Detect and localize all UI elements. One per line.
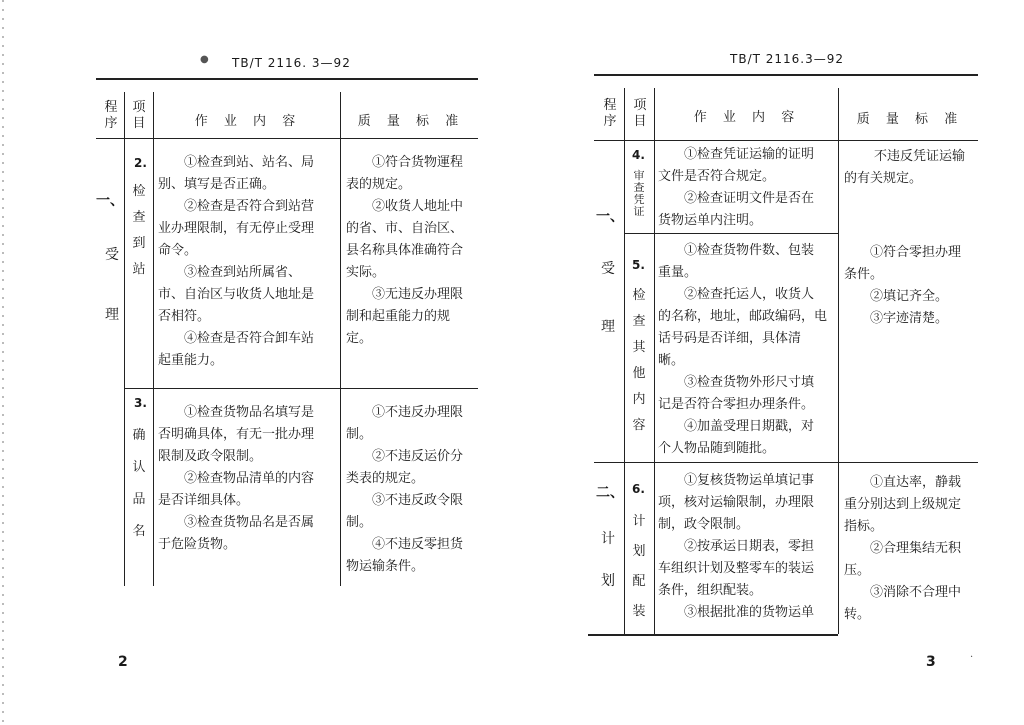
col-divider bbox=[838, 88, 839, 634]
col-header-standard: 质 量 标 准 bbox=[357, 114, 465, 129]
col-header-standard: 质 量 标 准 bbox=[856, 112, 964, 127]
section-divider bbox=[594, 462, 978, 463]
row-divider bbox=[124, 388, 478, 389]
col-divider bbox=[153, 92, 154, 586]
section-char: 计 bbox=[601, 531, 615, 547]
section-number: 一、 bbox=[96, 193, 124, 209]
row-standard: ①符合零担办理 条件。 ②填记齐全。 ③字迹清楚。 bbox=[844, 245, 962, 326]
right-page-header: TB/T 2116.3—92 bbox=[730, 52, 845, 66]
left-page-header: TB/T 2116. 3—92 bbox=[232, 56, 351, 70]
header-rule bbox=[594, 140, 978, 141]
row-standard: 不违反凭证运输 的有关规定。 bbox=[844, 149, 966, 186]
section-char: 划 bbox=[601, 573, 615, 589]
row-number: 6. bbox=[632, 482, 645, 496]
speck-mark: ● bbox=[200, 54, 209, 65]
row-title: 审 查 凭 证 bbox=[633, 169, 645, 218]
col-divider bbox=[340, 92, 341, 586]
row-standard: ①不违反办理限 制。 ②不违反运价分 类表的规定。 ③不违反政令限 制。 ④不违反零担货 物运输条件。 bbox=[346, 405, 464, 574]
section-char: 理 bbox=[601, 319, 615, 335]
row-content: ①检查货物件数、包装 重量。 ②检查托运人，收货人 的名称，地址，邮政编码，电 话号码是否详细，具体清 晰。 ③检查货物外形尺寸填 记是否符合零担办理条件。 ④加盖受理日期戳，对 个人物品随到随批。 bbox=[658, 243, 828, 456]
section-number: 二、 bbox=[596, 485, 624, 501]
row-number: 2. bbox=[134, 156, 147, 170]
row-content: ①检查到站、站名、局 别、填写是否正确。 ②检查是否符合到站营 业办理限制，有无停止受理 命令。 ③检查到站所属省、 市、自治区与收货人地址是 否相符。 ④检查是否符合卸车站 起重能力。 bbox=[158, 155, 315, 368]
col-divider bbox=[654, 88, 655, 634]
row-divider bbox=[624, 233, 838, 234]
col-header-item: 项 目 bbox=[132, 100, 146, 131]
row-content: ①检查凭证运输的证明 文件是否符合规定。 ②检查证明文件是否在 货物运单内注明。 bbox=[658, 147, 815, 228]
row-content: ①检查货物品名填写是 否明确具体，有无一批办理 限制及政令限制。 ②检查物品清单的内容 是否详细具体。 ③检查货物品名是否属 于危险货物。 bbox=[158, 405, 315, 552]
col-header-seq: 程 序 bbox=[603, 98, 617, 129]
row-title: 计 划 配 装 bbox=[632, 514, 646, 619]
section-char: 受 bbox=[601, 261, 615, 277]
top-rule bbox=[594, 74, 978, 76]
row-number: 3. bbox=[134, 396, 147, 410]
section-number: 一、 bbox=[596, 209, 624, 225]
col-header-seq: 程 序 bbox=[104, 100, 118, 131]
binding-edge-dots bbox=[2, 0, 4, 725]
col-divider bbox=[624, 88, 625, 634]
row-number: 4. bbox=[632, 148, 645, 162]
col-header-content: 作 业 内 容 bbox=[693, 110, 801, 125]
row-title: 确 认 品 名 bbox=[132, 428, 146, 539]
row-content: ①复核货物运单填记事 项，核对运输限制，办理限 制，政令限制。 ②按承运日期表，零担 车组织计划及整零车的装运 条件，组织配装。 ③根据批准的货物运单 bbox=[658, 473, 815, 620]
speck-mark: · bbox=[970, 652, 974, 663]
row-title: 检 查 其 他 内 容 bbox=[632, 288, 646, 433]
col-header-content: 作 业 内 容 bbox=[194, 114, 302, 129]
row-title: 检 查 到 站 bbox=[132, 184, 146, 277]
col-header-item: 项 目 bbox=[633, 98, 647, 129]
bottom-rule bbox=[588, 634, 838, 636]
section-char: 受 bbox=[105, 247, 119, 263]
row-number: 5. bbox=[632, 258, 645, 272]
section-char: 理 bbox=[105, 307, 119, 323]
left-page-number: 2 bbox=[118, 654, 128, 670]
top-rule bbox=[96, 78, 478, 80]
row-standard: ①符合货物運程 表的规定。 ②收货人地址中 的省、市、自治区、 县名称具体准确符合 实际。 ③无违反办理限 制和起重能力的规 定。 bbox=[346, 155, 464, 346]
right-page-number: 3 bbox=[926, 654, 936, 670]
row-standard: ①直达率，静载 重分别达到上级规定 指标。 ②合理集结无积 压。 ③消除不合理中 转。 bbox=[844, 475, 962, 622]
col-divider bbox=[124, 92, 125, 586]
